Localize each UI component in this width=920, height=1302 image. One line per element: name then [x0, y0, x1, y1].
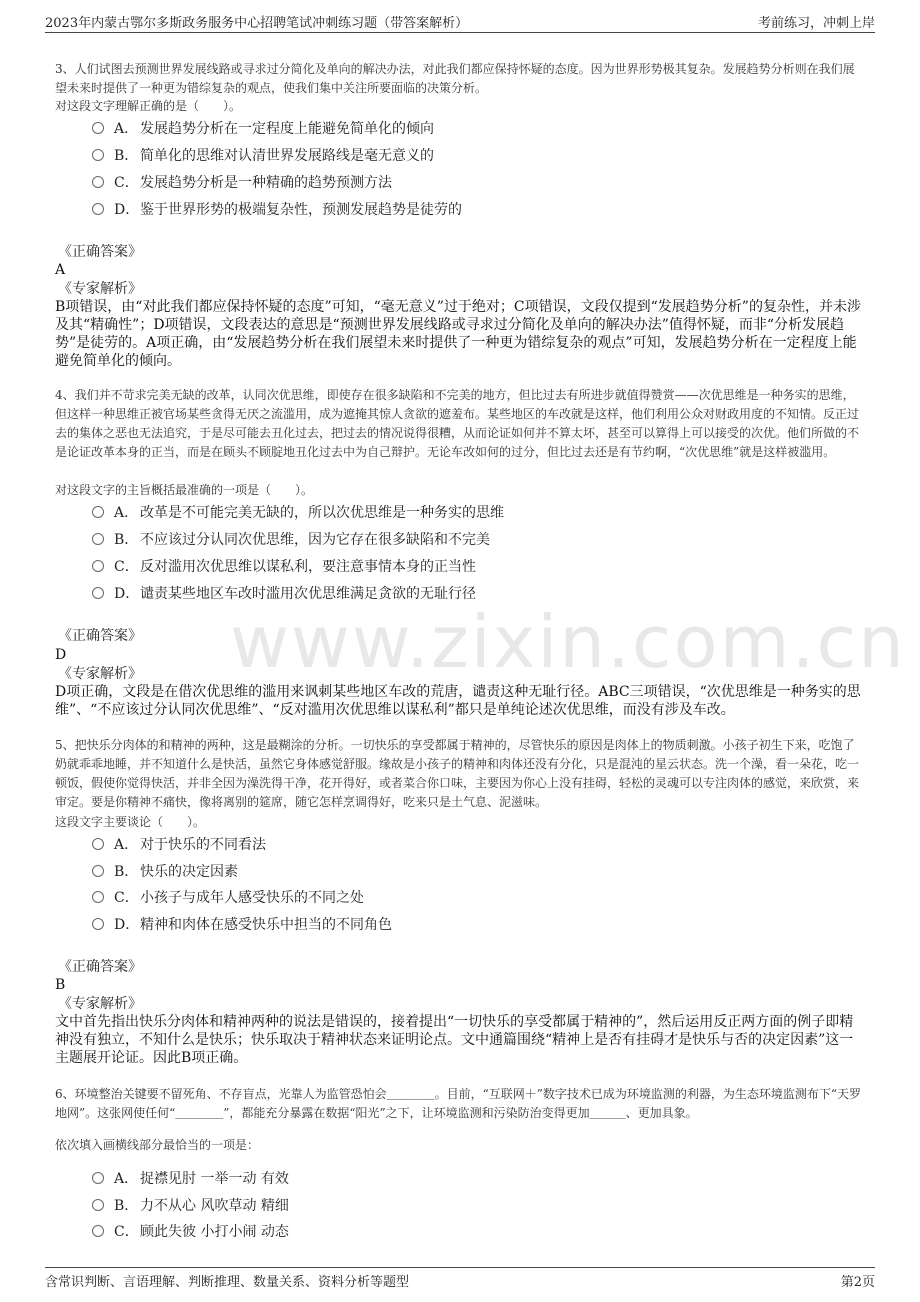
option-text: 顾此失彼 小打小闹 动态: [140, 1224, 289, 1240]
question-prompt: 这段文字主要谈论（ ）。: [55, 815, 206, 829]
radio-icon[interactable]: [92, 1199, 104, 1211]
question-prompt: 依次填入画横线部分最恰当的一项是：: [55, 1138, 260, 1152]
option-a[interactable]: A． 捉襟见肘 一举一动 有效: [92, 1168, 289, 1190]
footer-description: 含常识判断、言语理解、判断推理、数量关系、资料分析等题型: [45, 1275, 410, 1290]
option-text: 反对滥用次优思维以谋私利，要注意事情本身的正当性: [140, 559, 476, 575]
expert-analysis: D项正确，文段是在借次优思维的滥用来讽刺某些地区车改的荒唐，谴责这种无耻行径。ABC三项错误，“次优思维是一种务实的思维”、“不应该过分认同次优思维”、“反对滥用次优思维以谋私利”都只是单纯论述次优思维，而没有涉及车改。: [55, 684, 861, 718]
page-header: [45, 10, 875, 33]
analysis-label: 《专家解析》: [58, 281, 142, 297]
option-c[interactable]: C．发展趋势分析是一种精确的趋势预测方法: [92, 172, 392, 194]
option-text: 改革是不可能完美无缺的，所以次优思维是一种务实的思维: [140, 505, 504, 521]
page-footer: [45, 1267, 875, 1290]
radio-icon[interactable]: [92, 533, 104, 545]
answer-label: 《正确答案》: [58, 244, 142, 260]
question-stem: 4、我们并不苛求完美无缺的改革，认同次优思维，即使存在很多缺陷和不完美的地方，但比过去有所进步就值得赞赏——次优思维是一种务实的思维，但这样一种思维正被官场某些贪得无厌之流滥用，成为遮掩其惊人贪欲的遮羞布。某些地区的车改就是这样，他们利用公众对财政用度的不知情。反正过去的集体之恶也无法追究，于是尽可能去丑化过去，把过去的情况说得很糟，从而论证如何并不算太坏，甚至可以算得上可以接受的次优。他们所做的不是论证改革本身的正当，而是在顾头不顾腚地丑化过去中为自己辩护。无论车改如何的过分，但比过去还是有节约啊，“次优思维”就是这样被滥用。: [55, 388, 860, 459]
watermark: www.zixin.com.cn: [230, 600, 906, 684]
radio-icon[interactable]: [92, 176, 104, 188]
option-text: 快乐的决定因素: [140, 864, 238, 880]
analysis-label: 《专家解析》: [58, 666, 142, 682]
radio-icon[interactable]: [92, 506, 104, 518]
option-text: 精神和肉体在感受快乐中担当的不同角色: [140, 917, 392, 933]
option-text: 对于快乐的不同看法: [140, 837, 266, 853]
option-d[interactable]: D．谴责某些地区车改时滥用次优思维满足贪欲的无耻行径: [92, 583, 476, 605]
option-a[interactable]: A． 改革是不可能完美无缺的，所以次优思维是一种务实的思维: [92, 502, 504, 524]
option-text: 发展趋势分析在一定程度上能避免简单化的倾向: [140, 121, 434, 137]
option-b[interactable]: B． 简单化的思维对认清世界发展路线是毫无意义的: [92, 145, 434, 167]
option-text: 捉襟见肘 一举一动 有效: [140, 1171, 289, 1187]
radio-icon[interactable]: [92, 122, 104, 134]
radio-icon[interactable]: [92, 891, 104, 903]
option-d[interactable]: D．精神和肉体在感受快乐中担当的不同角色: [92, 914, 392, 936]
option-c[interactable]: C．顾此失彼 小打小闹 动态: [92, 1221, 289, 1243]
option-d[interactable]: D．鉴于世界形势的极端复杂性，预测发展趋势是徒劳的: [92, 199, 462, 221]
option-text: 小孩子与成年人感受快乐的不同之处: [140, 890, 364, 906]
expert-analysis: B项错误，由“对此我们都应保持怀疑的态度”可知，“毫无意义”过于绝对；C项错误，文段仅提到“发展趋势分析”的复杂性，并未涉及其“精确性”；D项错误，文段表达的意思是“预测世界发展线路或寻求过分简化及单向的解决办法”值得怀疑，而非“分析发展趋势”是徒劳的。A项正确，由“发展趋势分析在我们展望未来时提供了一种更为错综复杂的观点”可知，发展趋势分析在一定程度上能避免简单化的倾向。: [55, 299, 861, 369]
question-stem: 6、环境整治关键要不留死角、不存盲点，光靠人为监管恐怕会＿＿＿＿。目前，“互联网＋”数字技术已成为环境监测的利器，为生态环境监测布下“天罗地网”。这张网使任何“＿＿＿＿”，都能充分暴露在数据“阳光”之下，让环境监测和污染防治变得更加＿＿＿、更加具象。: [55, 1087, 862, 1120]
correct-answer: D: [55, 647, 67, 663]
radio-icon[interactable]: [92, 918, 104, 930]
radio-icon[interactable]: [92, 149, 104, 161]
option-a[interactable]: A． 发展趋势分析在一定程度上能避免简单化的倾向: [92, 118, 434, 140]
question-prompt: 对这段文字理解正确的是（ ）。: [55, 99, 242, 113]
radio-icon[interactable]: [92, 560, 104, 572]
option-c[interactable]: C．反对滥用次优思维以谋私利，要注意事情本身的正当性: [92, 556, 476, 578]
option-b[interactable]: B． 快乐的决定因素: [92, 861, 238, 883]
option-text: 谴责某些地区车改时滥用次优思维满足贪欲的无耻行径: [140, 586, 476, 602]
radio-icon[interactable]: [92, 1172, 104, 1184]
question-stem: 5、把快乐分肉体的和精神的两种，这是最糊涂的分析。一切快乐的享受都属于精神的，尽管快乐的原因是肉体上的物质刺激。小孩子初生下来，吃饱了奶就乖乖地睡，并不知道什么是快活，虽然它身体感觉舒服。缘故是小孩子的精神和肉体还没有分化，只是混沌的星云状态。洗一个澡，看一朵花，吃一顿饭，假使你觉得快活，并非全因为澡洗得干净，花开得好，或者菜合你口味，主要因为你心上没有挂碍，轻松的灵魂可以专注肉体的感觉，来欣赏，来审定。要是你精神不痛快，像将离别的筵席，随它怎样烹调得好，吃来只是土气息、泥滋味。: [55, 738, 860, 809]
radio-icon[interactable]: [92, 587, 104, 599]
answer-label: 《正确答案》: [58, 959, 142, 975]
option-text: 简单化的思维对认清世界发展路线是毫无意义的: [140, 148, 434, 164]
radio-icon[interactable]: [92, 838, 104, 850]
radio-icon[interactable]: [92, 1225, 104, 1237]
correct-answer: A: [55, 262, 66, 278]
radio-icon[interactable]: [92, 203, 104, 215]
option-text: 力不从心 风吹草动 精细: [140, 1198, 289, 1214]
option-text: 鉴于世界形势的极端复杂性，预测发展趋势是徒劳的: [140, 202, 462, 218]
option-b[interactable]: B． 不应该过分认同次优思维，因为它存在很多缺陷和不完美: [92, 529, 490, 551]
option-a[interactable]: A． 对于快乐的不同看法: [92, 834, 266, 856]
option-b[interactable]: B． 力不从心 风吹草动 精细: [92, 1195, 289, 1217]
question-prompt: 对这段文字的主旨概括最准确的一项是（ ）。: [55, 483, 314, 497]
option-c[interactable]: C．小孩子与成年人感受快乐的不同之处: [92, 887, 364, 909]
analysis-label: 《专家解析》: [58, 996, 142, 1012]
option-text: 不应该过分认同次优思维，因为它存在很多缺陷和不完美: [140, 532, 490, 548]
page-number: 第2页: [840, 1275, 875, 1290]
question-stem: 3、人们试图去预测世界发展线路或寻求过分简化及单向的解决办法，对此我们都应保持怀疑的态度。因为世界形势极其复杂。发展趋势分析则在我们展望未来时提供了一种更为错综复杂的观点，使我们集中关注所要面临的决策分析。: [55, 62, 855, 95]
header-slogan: 考前练习，冲刺上岸: [757, 16, 875, 31]
answer-label: 《正确答案》: [58, 628, 142, 644]
option-text: 发展趋势分析是一种精确的趋势预测方法: [140, 175, 392, 191]
radio-icon[interactable]: [92, 865, 104, 877]
document-title: 2023年内蒙古鄂尔多斯政务服务中心招聘笔试冲刺练习题（带答案解析）: [45, 16, 469, 31]
expert-analysis: 文中首先指出快乐分肉体和精神两种的说法是错误的，接着提出“一切快乐的享受都属于精神的”，然后运用反正两方面的例子即精神没有独立，不知什么是快乐；快乐取决于精神状态来证明论点。文中通篇围绕“精神上是否有挂碍才是快乐与否的决定因素”这一主题展开论证。因此B项正确。: [55, 1014, 854, 1066]
correct-answer: B: [55, 977, 66, 993]
